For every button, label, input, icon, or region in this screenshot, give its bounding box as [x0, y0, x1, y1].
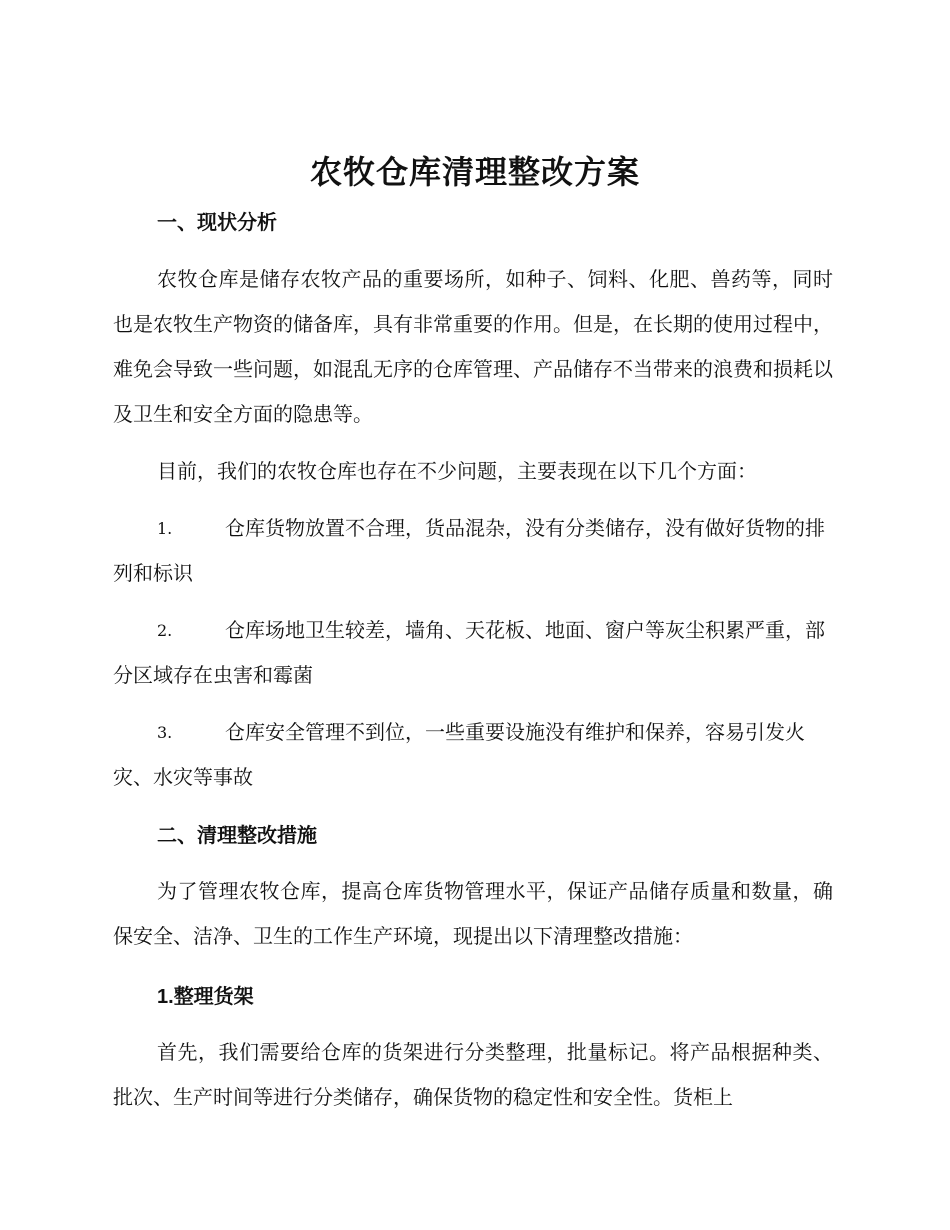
- subsection-title: 整理货架: [173, 984, 254, 1008]
- subsection-heading-shelves: [157, 981, 254, 1012]
- list-item-number: 1.: [157, 519, 173, 538]
- section-heading-measures: 二、清理整改措施: [157, 823, 317, 847]
- paragraph-status-intro: 农牧仓库是储存农牧产品的重要场所，如种子、饲料、化肥、兽药等，同时也是农牧生产物资的储备库，具有非常重要的作用。但是，在长期的使用过程中，难免会导致一些问题，如混乱无序的仓库管理、产品储存不当带来的浪费和损耗以及卫生和安全方面的隐患等。: [113, 267, 833, 426]
- document-title: 农牧仓库清理整改方案: [309, 153, 640, 191]
- paragraph-problems-lead: 目前，我们的农牧仓库也存在不少问题，主要表现在以下几个方面：: [157, 459, 757, 483]
- paragraph-shelves: 首先，我们需要给仓库的货架进行分类整理，批量标记。将产品根据种类、批次、生产时间等进行分类储存，确保货物的稳定性和安全性。货柜上: [113, 1040, 833, 1109]
- list-item-text: 仓库场地卫生较差，墙角、天花板、地面、窗户等灰尘积累严重，部分区域存在虫害和霉菌: [113, 618, 825, 687]
- list-item-text: 仓库安全管理不到位，一些重要设施没有维护和保养，容易引发火灾、水灾等事故: [113, 720, 805, 789]
- list-item: [113, 608, 833, 698]
- list-item: [113, 710, 833, 800]
- subsection-number: 1.: [157, 986, 174, 1008]
- paragraph-measures-intro: 为了管理农牧仓库，提高仓库货物管理水平，保证产品储存质量和数量，确保安全、洁净、卫生的工作生产环境，现提出以下清理整改措施：: [113, 879, 833, 948]
- list-item-number: 3.: [157, 723, 173, 742]
- list-item-text: 仓库货物放置不合理，货品混杂，没有分类储存，没有做好货物的排列和标识: [113, 516, 825, 585]
- section-heading-status: 一、现状分析: [157, 210, 277, 234]
- list-item: [113, 506, 833, 596]
- list-item-number: 2.: [157, 621, 173, 640]
